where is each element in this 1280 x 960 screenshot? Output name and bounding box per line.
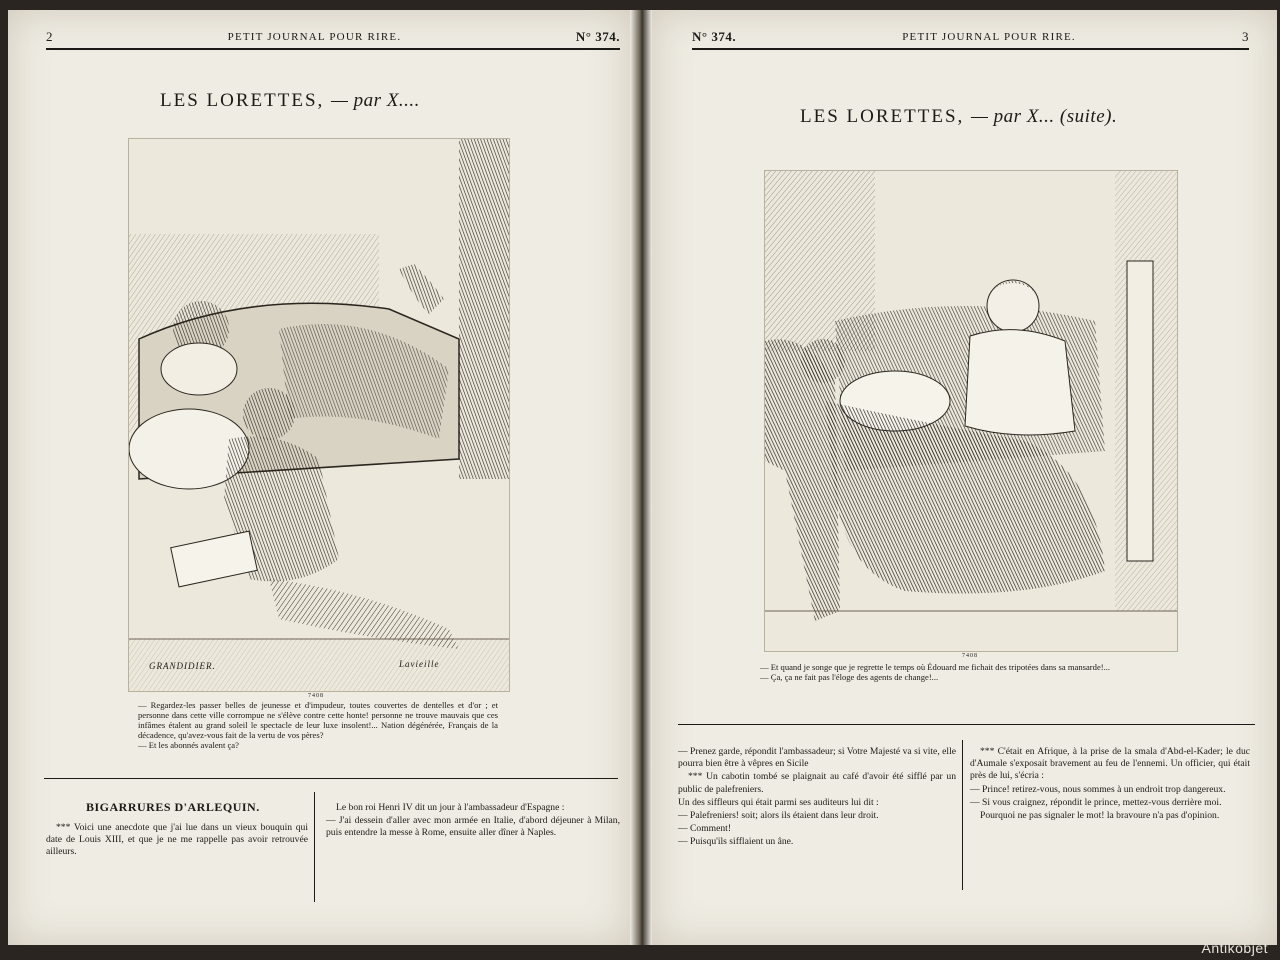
left-title-main: LES LORETTES, [160,90,325,111]
anecdote-paragraph: — Si vous craignez, répondit le prince, mettez-vous derrière moi. [970,796,1222,808]
engraver-signature: Lavieille [399,659,440,669]
column-heading: BIGARRURES D'ARLEQUIN. [86,800,260,814]
book-gutter [630,10,652,945]
right-caption [760,662,1180,682]
left-page-number: 2 [46,29,53,44]
right-issue-number: N° 374. [692,29,737,44]
left-page [8,10,630,945]
left-journal-title: PETIT JOURNAL POUR RIRE. [227,31,402,43]
engraving-lorettes-chatting [765,171,1177,651]
left-figure-number: 7408 [308,693,324,699]
illustration-label: GRANDIDIER. [149,661,216,671]
right-column-divider [962,740,963,890]
right-section-rule [678,724,1255,725]
right-journal-title: PETIT JOURNAL POUR RIRE. [902,31,1076,43]
right-page-number: 3 [1242,29,1249,44]
left-title-byline: — par X.... [331,90,420,111]
left-caption-line: — Regardez-les passer belles de jeunesse et d'impudeur, toutes couvertes de dentelles et d'or ; et personne dans cette ville corrompue ne s'élève contre cette honte! personne ne trouve mauvais que ces infâmes étalent au grand soleil le spectacle de leur luxe insolent!... Nation dégénérée, Français de la décadence, qu'avez-vous fait de la vertu de vos pères? [138,700,498,740]
anecdote-paragraph: *** C'était en Afrique, à la prise de la smala d'Abd-el-Kader; le duc d'Aumale s'exposait bravement au feu de l'ennemi. Un officier, qui était près de lui, s'écria : [970,746,1250,782]
anecdote-paragraph: — Palefreniers! soit; alors ils étaient dans leur droit. [678,810,879,822]
right-column-1 [678,746,956,850]
right-caption-line: — Et quand je songe que je regrette le temps où Édouard me fichait des tripotées dans sa mansarde!... [760,662,1111,672]
right-caption-line: — Ça, ça ne fait pas l'éloge des agents de change!... [760,672,939,682]
anecdote-paragraph: *** Un cabotin tombé se plaignait au café d'avoir été sifflé par un public de palefreniers. [678,771,956,795]
left-column-divider [314,792,315,902]
left-column-2 [326,802,620,841]
right-illustration [764,170,1178,652]
right-title-main: LES LORETTES, [800,106,965,127]
anecdote-paragraph: Un des siffleurs qui était parmi ses auditeurs lui dit : [678,796,879,808]
watermark: Antikobjet [1201,940,1268,956]
left-caption [138,700,498,750]
right-page [652,10,1277,945]
left-column-1 [46,822,308,860]
anecdote-paragraph: — Puisqu'ils sifflaient un âne. [678,836,794,848]
anecdote-paragraph: Pourquoi ne pas signaler le mot! la bravoure n'a pas d'opinion. [980,810,1220,822]
anecdote-paragraph: — J'ai dessein d'aller avec mon armée en Italie, d'abord déjeuner à Milan, puis entendre la messe à Rome, ensuite aller dîner à Naples. [326,815,620,839]
right-title-byline: — par X... (suite). [971,106,1118,127]
anecdote-paragraph: — Prenez garde, répondit l'ambassadeur; si Votre Majesté va si vite, elle pourra bien être à vêpres en Sicile [678,746,956,770]
right-running-head [692,26,1249,50]
left-running-head [46,26,620,50]
anecdote-paragraph: — Comment! [678,823,732,835]
right-column-2 [970,746,1250,823]
right-section-title [800,106,1117,128]
left-section-title [160,90,420,112]
left-illustration [128,138,510,692]
right-figure-number: 7408 [962,653,978,659]
left-caption-line: — Et les abonnés avalent ça? [138,740,239,750]
left-issue-number: N° 374. [575,29,620,44]
anecdote-paragraph: *** Voici une anecdote que j'ai lue dans un vieux bouquin qui date de Louis XIII, et que je ne me rappelle pas avoir retrouvée ailleurs. [46,822,308,858]
anecdote-paragraph: Le bon roi Henri IV dit un jour à l'ambassadeur d'Espagne : [336,802,565,813]
engraving-lorettes-reading [129,139,509,691]
anecdote-paragraph: — Prince! retirez-vous, nous sommes à un endroit trop dangereux. [970,783,1226,795]
left-section-rule [44,778,618,779]
